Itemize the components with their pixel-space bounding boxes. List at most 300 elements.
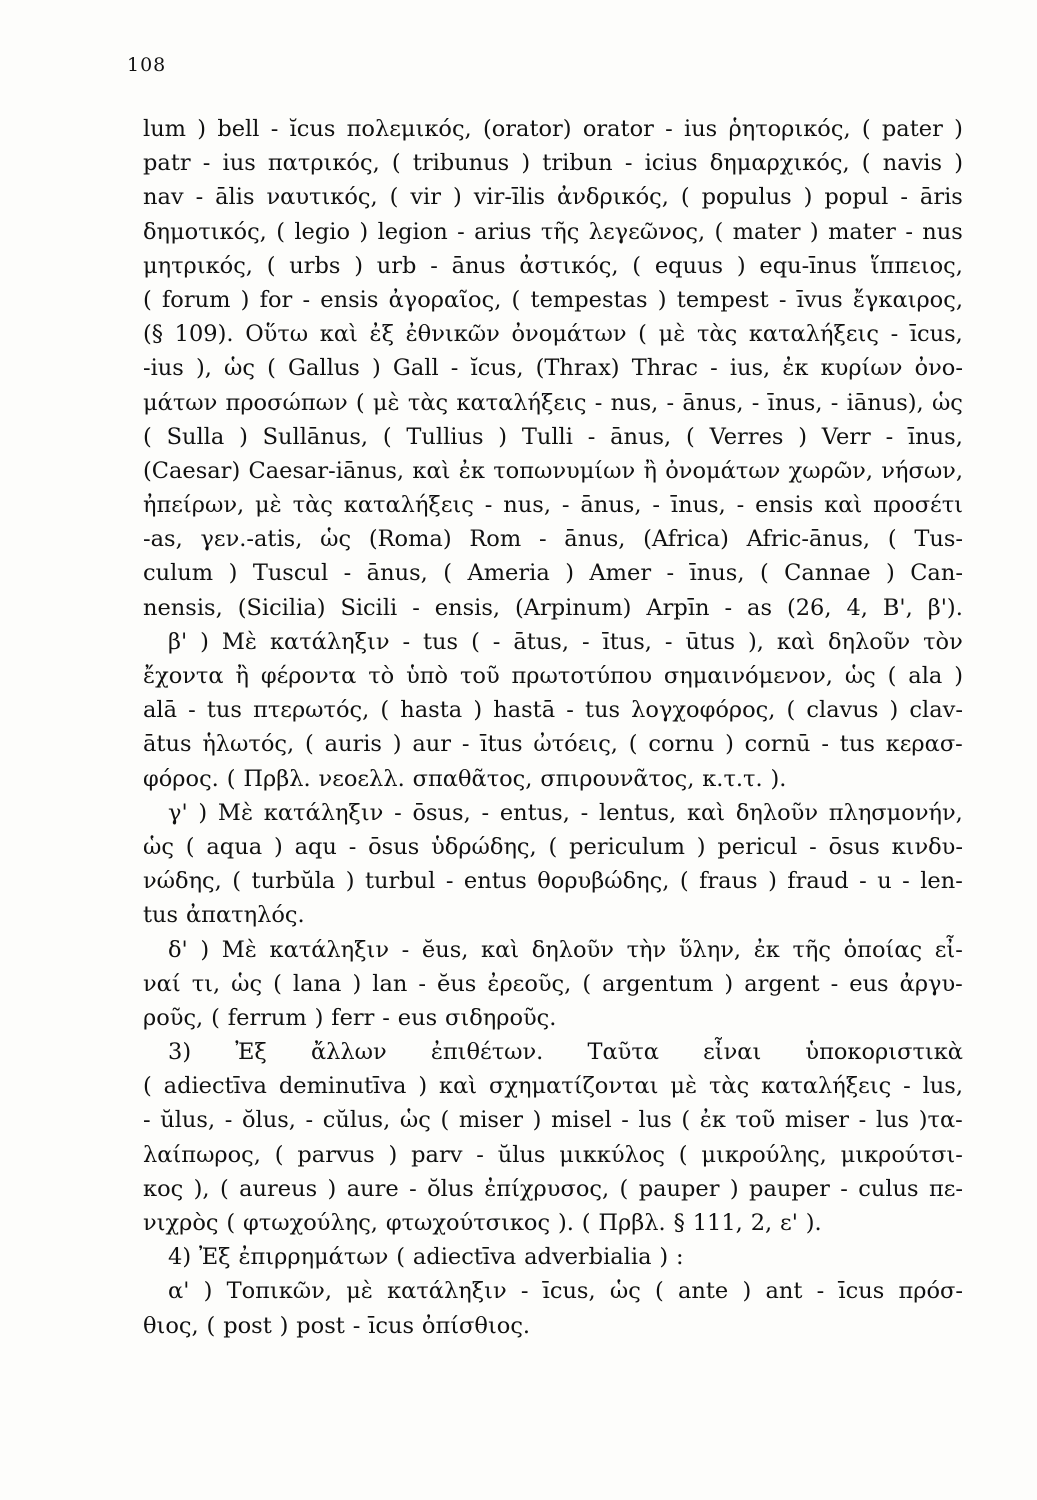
text-line [143, 659, 963, 693]
word: θορυβώδης, [537, 868, 670, 895]
word: ius [684, 116, 718, 142]
word: ( [185, 833, 195, 860]
word: ἐκ [782, 355, 809, 382]
word: Β', [882, 594, 913, 621]
text-line [143, 1138, 963, 1172]
word: (Africa) [643, 526, 729, 553]
word: ἐθνικῶν [405, 321, 500, 348]
word: - [566, 697, 574, 724]
word: eus [849, 970, 889, 997]
word: culum [143, 560, 214, 587]
word: equus [654, 252, 724, 279]
word: ( [582, 970, 592, 997]
word: - [202, 150, 211, 177]
word: ( [143, 423, 152, 450]
word: ( [232, 868, 242, 895]
word: κατάληξιν [387, 1278, 507, 1305]
word: lentus, [599, 799, 677, 826]
word: ( [680, 184, 690, 211]
word: - [412, 594, 420, 621]
word: for [259, 286, 293, 313]
word: ensis [755, 492, 814, 519]
word: ) [354, 252, 364, 279]
word: - [580, 799, 589, 826]
word: ὠτόεις, [533, 731, 618, 758]
word: entus [463, 868, 527, 895]
word: ). [557, 1210, 574, 1236]
word: argentum [602, 970, 714, 997]
word: - [481, 799, 490, 826]
text-line [143, 488, 963, 522]
text-line [143, 693, 963, 727]
word: urb [376, 252, 417, 279]
text-line [143, 864, 963, 898]
word: ius [222, 150, 256, 177]
word: -as, [143, 526, 183, 553]
word: ūtus [685, 628, 736, 655]
word: - [382, 1004, 390, 1031]
word: vir-īlis [473, 184, 546, 211]
word: ἡλωτός, [202, 731, 295, 758]
word: īnus, [907, 423, 963, 450]
word: τοπωνυμίων [493, 457, 636, 484]
text-line [143, 283, 963, 317]
word: τοῦ [459, 663, 500, 689]
word: τοῦ [735, 1107, 776, 1134]
word: ἢ [643, 457, 657, 484]
text-line [143, 112, 963, 146]
word: ) [798, 423, 807, 450]
word: καὶ [776, 628, 815, 655]
text-line [143, 1035, 963, 1069]
text-line [143, 215, 963, 249]
word: Μὲ [221, 936, 257, 963]
word: ἀργυ- [899, 970, 963, 997]
word: ) [371, 355, 381, 382]
word: - [778, 286, 787, 313]
word: Μὲ [221, 628, 258, 655]
word: navis [882, 150, 943, 177]
word: τὰς [708, 1073, 750, 1100]
word: σιδηροῦς. [445, 1004, 557, 1031]
text-line [143, 317, 963, 351]
word: ἐκ [699, 1107, 726, 1134]
word: χωρῶν, [788, 457, 873, 484]
word: ( [355, 389, 365, 416]
word: 3) [168, 1039, 192, 1066]
word: ( [219, 1175, 229, 1202]
word: ant [765, 1278, 803, 1305]
word: § [673, 1210, 685, 1236]
word: nensis, [143, 594, 223, 621]
word: - [450, 355, 459, 382]
word: ἐπιθέτων. [430, 1039, 544, 1066]
word: ( [759, 560, 769, 587]
word: ātus, [513, 628, 570, 655]
word: μὲ [255, 492, 282, 519]
word: - [445, 868, 454, 895]
word: - [594, 389, 603, 416]
word: populus [701, 184, 792, 211]
word: φτωχούτσικος [385, 1210, 551, 1236]
word: ( [396, 1244, 406, 1271]
word: πρωτοτύπου [511, 663, 653, 689]
word: - [830, 389, 839, 416]
word: mater [828, 218, 896, 245]
word: τὴν [626, 936, 667, 963]
word: 109). [174, 321, 234, 348]
word: ( [143, 286, 152, 313]
word: νήσων, [881, 457, 963, 484]
word: μητρικός, [143, 252, 253, 279]
word: eus [397, 1004, 438, 1031]
text-line [143, 1309, 963, 1343]
word: ). [770, 765, 787, 792]
word: ) [352, 970, 362, 997]
word: nus, [610, 389, 659, 416]
word: ( [638, 321, 647, 348]
word: Tuscul [252, 560, 329, 587]
word: (Thrax) [535, 355, 620, 382]
word: ) [889, 697, 899, 724]
word: ( [679, 868, 689, 895]
word: κερασ- [885, 731, 963, 758]
word: (Caesar) [143, 457, 241, 484]
word: tus [584, 697, 621, 724]
word: ( [655, 1278, 664, 1305]
word: λογχοφόρος, [631, 697, 776, 724]
word: tus [839, 731, 875, 758]
word: ) [768, 868, 777, 895]
word: tus [206, 697, 242, 724]
word: fraus [699, 868, 758, 895]
word: Ameria [467, 560, 550, 587]
word: καταλήξεις [343, 492, 474, 519]
word: Sicili [340, 594, 398, 621]
word: ) [388, 1141, 398, 1168]
word: - [751, 389, 760, 416]
word: ναί [143, 970, 181, 997]
word: ius, [729, 355, 771, 382]
text-line [143, 933, 963, 967]
text-line [143, 727, 963, 761]
word: μὲ [372, 389, 400, 416]
word: misel [551, 1107, 612, 1134]
word: ) [725, 731, 734, 758]
word: ānus, [610, 423, 672, 450]
word: ōsus [368, 833, 420, 860]
word: - [830, 970, 839, 997]
word: tempestas [530, 286, 648, 313]
word: ensis [320, 286, 379, 313]
word: ante [677, 1278, 729, 1305]
word: Cannae [784, 560, 871, 587]
word: ānus [451, 252, 506, 279]
word: τὸν [923, 628, 963, 655]
word: ) [521, 150, 531, 177]
word: lus, [922, 1073, 963, 1100]
word: ( [628, 731, 638, 758]
word: u [877, 868, 892, 895]
word: καὶ [686, 799, 726, 826]
word: ōsus, [412, 799, 471, 826]
word: - [188, 697, 196, 724]
word: - [736, 492, 745, 519]
word: νώδης, [143, 868, 222, 895]
word: μικκύλος [559, 1141, 665, 1168]
word: īcus [368, 1312, 415, 1339]
word: alā [143, 697, 178, 724]
word: ὁποίας [843, 936, 923, 963]
word: equ-īnus [759, 252, 857, 279]
word: ōsus [828, 833, 880, 860]
word: Ἐξ [235, 1039, 267, 1066]
word: ) [724, 970, 734, 997]
word: ) [954, 116, 963, 142]
word: - [902, 868, 910, 895]
word: adiectīva [163, 1073, 267, 1100]
word: īnus, [767, 389, 823, 416]
word: ( [686, 423, 695, 450]
word: - [581, 628, 590, 655]
word: δηλοῦν [735, 799, 819, 826]
word: ( [632, 252, 642, 279]
word: clavus [806, 697, 879, 724]
word: - [905, 218, 913, 245]
word: προσώπων [225, 389, 348, 416]
word: ὀνομάτων [665, 457, 781, 484]
word: ( [226, 1210, 236, 1236]
word: ὡς [231, 970, 263, 997]
word: - [520, 1278, 529, 1305]
word: ἐκ [753, 936, 780, 963]
word: - [457, 218, 465, 245]
word: ( [471, 628, 480, 655]
word: orator [582, 116, 654, 142]
word: ) [200, 628, 209, 655]
word: ( [273, 970, 282, 997]
word: - [587, 423, 596, 450]
word: ὡς [931, 389, 963, 416]
word: ( [681, 1107, 691, 1134]
word: ) [729, 1175, 739, 1202]
word: nav [143, 184, 184, 211]
word: καὶ [439, 1073, 478, 1100]
page-number: 108 [127, 54, 167, 76]
word: ĭcus [289, 116, 336, 142]
word: - [900, 184, 908, 211]
text-line [143, 830, 963, 864]
word: ) [809, 218, 819, 245]
word: pericul [717, 833, 798, 860]
word: Can- [910, 560, 963, 587]
word: Sullānus, [262, 423, 369, 450]
word: ἀπατηλός. [185, 902, 305, 929]
word: Verr [821, 423, 871, 450]
word: ἠπείρων, [143, 492, 245, 519]
word: ἔχοντα [143, 663, 224, 689]
word: τὰς [407, 389, 449, 416]
word: ala [908, 663, 943, 689]
word: ) [240, 286, 250, 313]
word: φέροντα [260, 663, 357, 689]
word: ὀνο- [914, 355, 963, 382]
word: γεν.-atis, [200, 526, 303, 553]
word: - [430, 252, 438, 279]
word: δημαρχικός, [709, 150, 850, 177]
text-line [143, 1172, 963, 1206]
word: ) [273, 833, 283, 860]
word: - [561, 492, 570, 519]
word: - [890, 321, 899, 348]
word: ) [452, 184, 462, 211]
word: ὡς [399, 1107, 431, 1134]
text-line [143, 522, 963, 556]
word: ), [193, 1175, 210, 1202]
word: τι, [191, 970, 221, 997]
word: aure [346, 1175, 399, 1202]
word: ὡς [320, 526, 352, 553]
word: tus [423, 628, 459, 655]
text-line [143, 1001, 963, 1035]
word: ( [440, 1107, 450, 1134]
word: ensis, [434, 594, 501, 621]
word: fraud [787, 868, 849, 895]
word: ) [239, 423, 248, 450]
word: - [538, 526, 547, 553]
word: Μὲ [217, 799, 254, 826]
word: ĕus, [421, 936, 469, 963]
word: tribunus [412, 150, 510, 177]
word: ) [203, 1278, 213, 1305]
word: (Roma) [368, 526, 452, 553]
word: īcus, [909, 321, 963, 348]
word: ) [418, 1073, 428, 1100]
text-line [143, 454, 963, 488]
word: ἀγοραῖος, [388, 286, 502, 313]
word: : [676, 1244, 684, 1271]
word: cornu [648, 731, 715, 758]
word: ferr [331, 1004, 375, 1031]
word: ) [473, 697, 483, 724]
word: ( [380, 697, 390, 724]
word: ἔγκαιρος, [852, 286, 963, 313]
word: ( [391, 150, 401, 177]
word: μικρούτσι- [840, 1141, 963, 1168]
word: πολεμικός, [346, 116, 472, 142]
word: ὀπίσθιος. [421, 1312, 531, 1339]
word: aureus [239, 1175, 318, 1202]
word: ( [276, 218, 285, 245]
body-text [143, 112, 963, 1343]
word: ) [659, 1244, 669, 1271]
word: ὑδρώδης, [431, 833, 537, 860]
word: καταλήξεις [456, 389, 587, 416]
word: patr [143, 150, 191, 177]
word: Οὕτω [245, 321, 309, 348]
word: clav- [909, 697, 963, 724]
word: ( [786, 697, 796, 724]
word: ὑποκοριστικὰ [805, 1039, 963, 1066]
word: vir [410, 184, 441, 211]
word: ) [885, 560, 895, 587]
word: πε- [928, 1175, 963, 1202]
word: bell [217, 116, 260, 142]
word: ) [198, 799, 208, 826]
word: - [461, 731, 470, 758]
word: legio [294, 218, 351, 245]
word: δηλοῦν [827, 628, 911, 655]
word: φόρος. [143, 765, 219, 792]
word: (Arpinum) [514, 594, 632, 621]
word: Amer [589, 560, 652, 587]
word: ĕus [437, 970, 477, 997]
word: adiectīva [412, 1244, 517, 1271]
word: argent [744, 970, 820, 997]
word: ἄλλων [310, 1039, 387, 1066]
word: 111, [692, 1210, 743, 1236]
word: (orator) [482, 116, 572, 142]
word: lus [638, 1107, 672, 1134]
word: εἶ- [934, 936, 963, 963]
word: τὰς [292, 492, 333, 519]
word: Tulli [521, 423, 573, 450]
text-line [143, 1274, 963, 1308]
word: iānus), [846, 389, 924, 416]
word: κατάληξιν [263, 799, 384, 826]
word: ὡς [844, 663, 876, 689]
word: κατάληξιν [269, 936, 390, 963]
word: - [348, 833, 357, 860]
word: lus [875, 1107, 910, 1134]
word: ἐπιρρημάτων [238, 1244, 389, 1271]
word: aur [412, 731, 452, 758]
word: āris [919, 184, 963, 211]
word: -ius [143, 355, 184, 382]
word: καταλήξεις [748, 321, 879, 348]
word: σπαθᾶτος, [412, 765, 533, 792]
word: parv [411, 1141, 463, 1168]
word: Ταῦτα [587, 1039, 659, 1066]
word: ālis [215, 184, 255, 211]
text-line [143, 351, 963, 385]
word: Caesar-iānus, [248, 457, 405, 484]
word: culus [858, 1175, 919, 1202]
word: ) [954, 150, 963, 177]
word: ( [511, 286, 521, 313]
word: - [885, 423, 894, 450]
word: - [858, 1107, 867, 1134]
word: δ' [168, 936, 188, 963]
word: Ἐξ [198, 1244, 231, 1271]
word: tus [143, 902, 179, 929]
word: 4) [168, 1244, 192, 1271]
word: ātus [143, 731, 192, 758]
word: ἐξ [369, 321, 394, 348]
word: προσέτι [873, 492, 963, 519]
word: ) [532, 1107, 542, 1134]
word: Arpīn [646, 594, 710, 621]
word: ānus, [564, 526, 626, 553]
word: νιχρὸς [143, 1210, 219, 1236]
word: Afric-ānus, [746, 526, 871, 553]
word: ἵππειος, [870, 252, 963, 279]
word: ἐρεοῦς, [487, 970, 572, 997]
word: 2, [750, 1210, 773, 1236]
word: - [821, 731, 829, 758]
word: - [665, 116, 673, 142]
word: ānus, [682, 389, 744, 416]
